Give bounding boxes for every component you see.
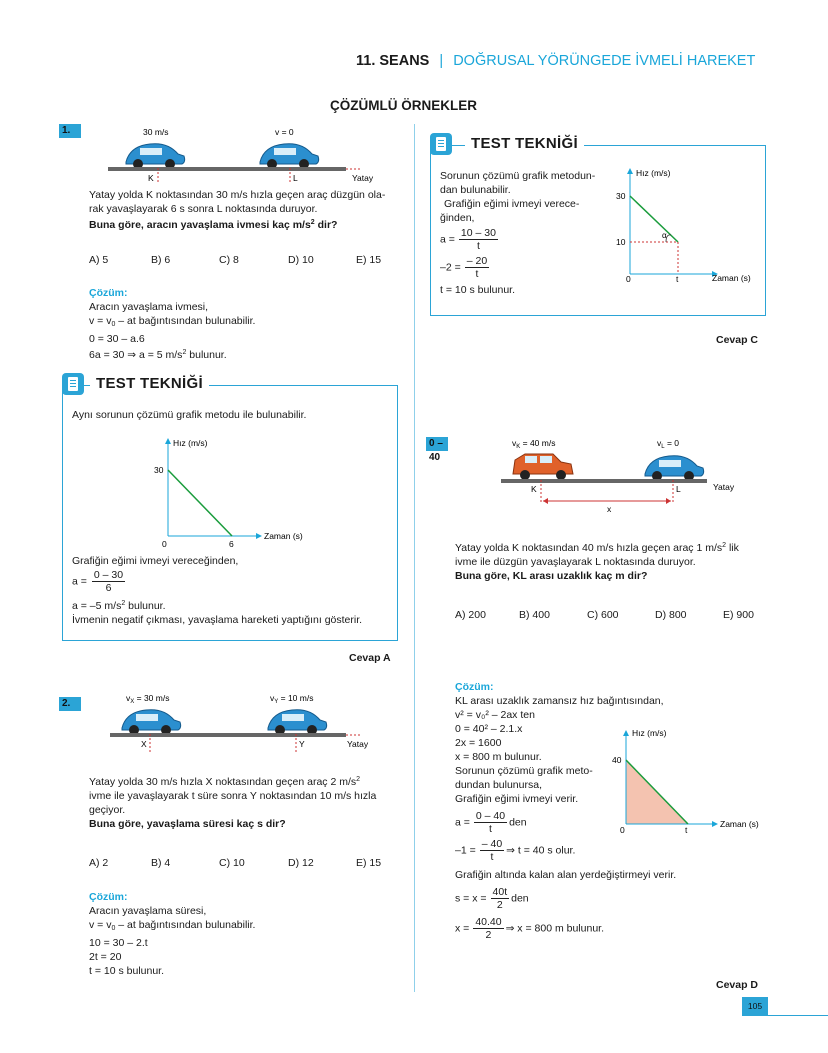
option-e[interactable]: E) 15: [356, 254, 382, 266]
answer-c: Cevap C: [716, 334, 759, 346]
svg-text:0: 0: [620, 825, 625, 835]
svg-text:40: 40: [612, 755, 622, 765]
answer-a: Cevap A: [349, 652, 391, 664]
q1-point-k: K: [148, 173, 154, 183]
option-b[interactable]: B) 6: [151, 254, 171, 266]
svg-text:t: t: [685, 825, 688, 835]
car-icon: [126, 144, 185, 169]
q2-road: [110, 733, 346, 737]
option-b[interactable]: B) 4: [151, 857, 171, 869]
q3-number: 0 – 40: [426, 437, 448, 451]
q1-line: Yatay yolda K noktasından 30 m/s hızla geçen araç düzgün ola-: [89, 189, 386, 201]
svg-text:0: 0: [626, 274, 631, 284]
q1-road-label: Yatay: [352, 173, 374, 183]
option-a[interactable]: A) 2: [89, 857, 109, 869]
session-label: 11. SEANS: [356, 53, 430, 69]
svg-text:30: 30: [616, 191, 626, 201]
svg-text:Y: Y: [299, 739, 305, 749]
solution-line: 6a = 30 ⇒ a = 5 $m/s^2$ bulunur.: [89, 349, 227, 361]
footer-line: [742, 1015, 828, 1016]
svg-text:30: 30: [154, 465, 164, 475]
q1-road: [108, 167, 346, 171]
svg-text:Zaman (s): Zaman (s): [720, 819, 759, 829]
svg-text:K: K: [531, 484, 537, 494]
tt1-intro: Aynı sorunun çözümü grafik metodu ile bulunabilir.: [72, 409, 307, 421]
car-icon: [513, 454, 573, 480]
svg-text:Yatay: Yatay: [347, 739, 369, 749]
svg-text:Zaman (s): Zaman (s): [264, 531, 303, 541]
option-c[interactable]: C) 600: [587, 609, 619, 621]
option-e[interactable]: E) 900: [723, 609, 754, 621]
q1-number: 1.: [59, 124, 81, 138]
q3-graph: [606, 722, 766, 837]
q2-text: Yatay yolda 30 m/s hızla X noktasından geçen araç 2 $m/s^2$ ivme ile yavaşlayarak t süre sonra Y noktasından 10 m/s hızla geçiyor. Buna göre, yavaşlama süresi kaç s dir?: [89, 773, 411, 831]
option-c[interactable]: C) 8: [219, 254, 239, 266]
header-separator: |: [439, 53, 444, 69]
option-a[interactable]: A) 200: [455, 609, 486, 621]
svg-text:vL = 0: $v_L = 0$: [657, 438, 680, 450]
svg-text:vK = 40 m/s: $v_K = 40$ m/s: [512, 438, 556, 450]
q1-v1: 30 m/s: [143, 127, 169, 137]
notebook-icon: [62, 373, 84, 395]
option-d[interactable]: D) 12: [288, 857, 314, 869]
q2-solution: Çözüm: Aracın yavaşlama süresi, $v = v_0$ – at bağıntısından bulunabilir. 10 = 30 – 2.t 2t = 20 t = 10 s bulunur.: [89, 891, 256, 977]
option-e[interactable]: E) 15: [356, 857, 382, 869]
solution-title: Çözüm:: [89, 891, 128, 903]
tt2-text: Sorunun çözümü grafik metodun- dan bulunabilir. Grafiğin eğimi ivmeyi verece- ğinden, a = $\frac{10 - 30}{t}$ –2 = $\frac{- 20}{t}$ t = 10 s bulunur.: [440, 170, 596, 296]
solution-line: $v = v_0$ – at bağıntısından bulunabilir.: [89, 315, 256, 328]
car-icon: [268, 710, 327, 735]
solution-line: Aracın yavaşlama ivmesi,: [89, 301, 209, 313]
notebook-icon: [430, 133, 452, 155]
q3-figure: [495, 434, 755, 514]
svg-text:6: 6: [229, 539, 234, 549]
q2-question: Buna göre, yavaşlama süresi kaç s dir?: [89, 818, 286, 830]
svg-text:X: X: [141, 739, 147, 749]
option-a[interactable]: A) 5: [89, 254, 109, 266]
q1-line: rak yavaşlayarak 6 s sonra L noktasında duruyor.: [89, 203, 318, 215]
q1-solution: [89, 286, 255, 362]
section-title: ÇÖZÜMLÜ ÖRNEKLER: [330, 98, 477, 113]
q1-v2: v = 0: [275, 127, 294, 137]
car-icon: [645, 456, 704, 481]
car-icon: [122, 710, 181, 735]
svg-text:0: 0: [162, 539, 167, 549]
q2-figure: [100, 690, 400, 752]
tt2-graph: [610, 162, 760, 287]
tt1-solution: Grafiğin eğimi ivmeyi vereceğinden, a = $\frac{0 - 30}{6}$ a = –5 $m/s^2$ bulunur. İvmenin negatif çıkması, yavaşlama hareketi yaptığını gösterir.: [72, 555, 363, 626]
svg-text:Yatay: Yatay: [713, 482, 735, 492]
q1-question: Buna göre, aracın yavaşlama ivmesi kaç $m/s^2$ dir?: [89, 219, 338, 231]
solution-line: 0 = 30 – a.6: [89, 333, 145, 345]
test-technique-title: TEST TEKNİĞİ: [465, 135, 584, 152]
velocity-line: [168, 470, 232, 536]
q3-question: Buna göre, KL arası uzaklık kaç m dir?: [455, 570, 648, 582]
page-number: 105: [742, 997, 768, 1015]
test-technique-title: TEST TEKNİĞİ: [90, 375, 209, 392]
q1-figure: [100, 124, 400, 184]
solution-title: Çözüm:: [89, 287, 128, 299]
svg-text:L: L: [676, 484, 681, 494]
option-d[interactable]: D) 800: [655, 609, 687, 621]
svg-text:α: α: [662, 231, 667, 240]
q3-solution: Çözüm: KL arası uzaklık zamansız hız bağıntısından, v² = v₀² – 2ax ten 0 = 40² – 2.1.x 2x = 1600 x = 800 m bulunur. Sorunun çözümü grafik meto- dundan bulunursa, Grafiğin eğimi ivmeyi verir. a = $\frac{0 - 40}{t}$ den –1 = $\frac{- 40}{t}$ ⇒ t = 40 s olur. Grafiğin altında kalan alan yerdeğiştirmeyi verir. s = x = $\frac{40t}{2}$ den x = $\frac{40.40}{2}$ ⇒ x = 800 m bulunur.: [455, 680, 755, 946]
solution-title: Çözüm:: [455, 681, 494, 693]
option-c[interactable]: C) 10: [219, 857, 245, 869]
car-icon: [260, 144, 319, 169]
column-divider: [414, 124, 415, 992]
svg-text:x: x: [607, 504, 612, 514]
option-d[interactable]: D) 10: [288, 254, 314, 266]
svg-text:Hız (m/s): Hız (m/s): [632, 728, 667, 738]
svg-text:vX = 30 m/s: $v_X = 30$ m/s: [126, 693, 170, 705]
option-b[interactable]: B) 400: [519, 609, 550, 621]
q2-number: 2.: [59, 697, 81, 711]
header-topic: DOĞRUSAL YÖRÜNGEDE İVMELİ HAREKET: [453, 53, 756, 69]
answer-d: Cevap D: [716, 979, 759, 991]
svg-text:vY = 10 m/s: $v_Y = 10$ m/s: [270, 693, 314, 705]
svg-text:Hız (m/s): Hız (m/s): [636, 168, 671, 178]
svg-text:Zaman (s): Zaman (s): [712, 273, 751, 283]
q3-text: Yatay yolda K noktasından 40 m/s hızla geçen araç 1 $m/s^2$ lik ivme ile düzgün yavaşlayarak L noktasında duruyor. Buna göre, KL arası uzaklık kaç m dir?: [455, 539, 785, 583]
page-header: [356, 53, 755, 69]
svg-text:t: t: [676, 274, 679, 284]
svg-text:Hız (m/s): Hız (m/s): [173, 438, 208, 448]
tt1-graph: [140, 436, 320, 551]
q1-point-l: L: [293, 173, 298, 183]
q3-road: [501, 479, 707, 483]
q1-text: [89, 188, 409, 232]
svg-text:10: 10: [616, 237, 626, 247]
